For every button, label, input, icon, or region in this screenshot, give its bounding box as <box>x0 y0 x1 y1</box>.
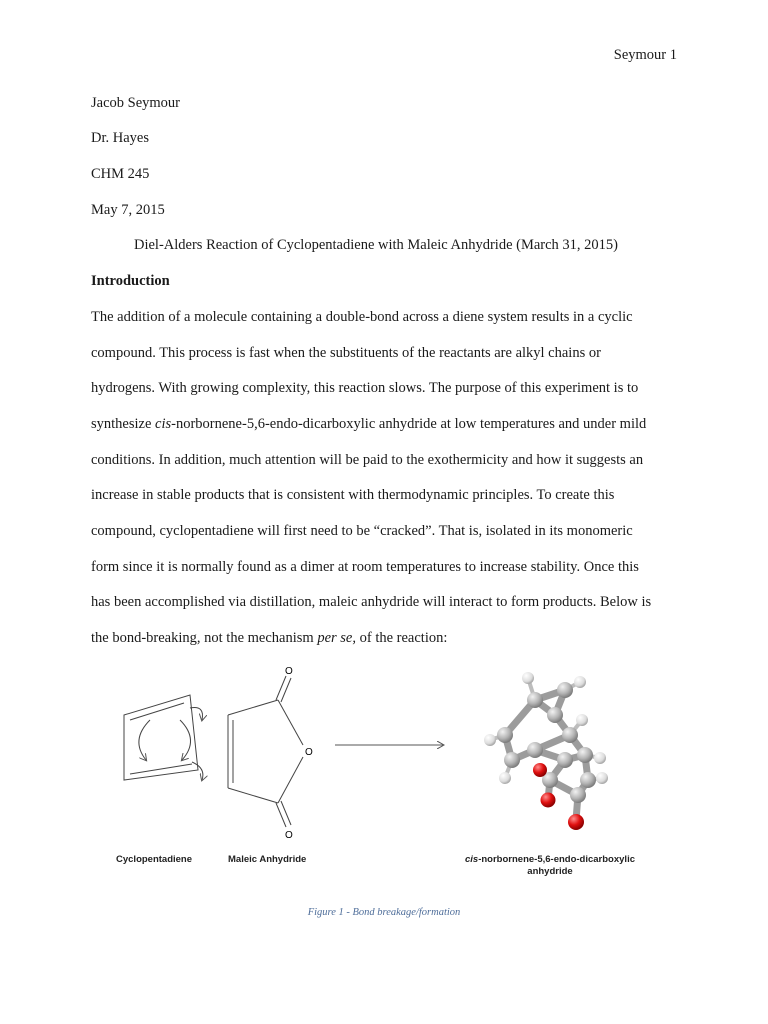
label-maleic-anhydride: Maleic Anhydride <box>228 854 307 865</box>
paragraph-line: hydrogens. With growing complexity, this reaction slows. The purpose of this experiment is to <box>91 380 639 396</box>
italic-text: cis <box>155 416 172 432</box>
paragraph-line <box>91 416 646 433</box>
author-name: Jacob Seymour <box>91 95 180 111</box>
text-run: -norbornene-5,6-endo-dicarboxylic anhydride at low temperatures and under mild <box>171 416 647 432</box>
paragraph-line: conditions. In addition, much attention will be paid to the exothermicity and how it suggests an <box>91 452 644 468</box>
text-run: synthesize <box>91 416 156 432</box>
text-run: of the reaction: <box>355 630 448 646</box>
atom-label-oxygen: O <box>305 747 313 758</box>
document-date: May 7, 2015 <box>91 202 165 218</box>
section-heading: Introduction <box>91 273 170 289</box>
text-run: the bond-breaking, not the mechanism <box>91 630 318 646</box>
cyclopentadiene-structure <box>124 695 203 780</box>
page-header: Seymour 1 <box>613 47 677 63</box>
paragraph-line: has been accomplished via distillation, maleic anhydride will interact to form products. Below is <box>91 594 652 610</box>
atom-label-oxygen: O <box>285 666 293 677</box>
paragraph-line: compound, cyclopentadiene will first need to be “cracked”. That is, isolated in its monomeric <box>91 523 633 539</box>
document-title: Diel-Alders Reaction of Cyclopentadiene with Maleic Anhydride (March 31, 2015) <box>134 237 619 253</box>
figure-caption: Figure 1 - Bond breakage/formation <box>307 907 461 918</box>
paragraph-line <box>91 630 447 647</box>
maleic-anhydride-structure <box>228 676 303 827</box>
text-run: anhydride <box>527 866 573 877</box>
instructor-name: Dr. Hayes <box>91 130 149 146</box>
paragraph-line: The addition of a molecule containing a double-bond across a diene system results in a cyclic <box>91 309 633 325</box>
atom-label-oxygen: O <box>285 830 293 841</box>
course-code: CHM 245 <box>91 166 150 182</box>
paragraph-line: compound. This process is fast when the substituents of the reactants are alkyl chains or <box>91 345 601 361</box>
label-product <box>450 854 650 878</box>
reaction-figure <box>110 660 670 890</box>
paragraph-line: increase in stable products that is consistent with thermodynamic principles. To create this <box>91 487 615 503</box>
italic-text: cis <box>465 854 479 865</box>
italic-text: per se, <box>317 630 356 646</box>
label-cyclopentadiene: Cyclopentadiene <box>116 854 193 865</box>
text-run: -norbornene-5,6-endo-dicarboxylic <box>478 854 635 865</box>
product-ball-and-stick-model <box>484 672 608 830</box>
paragraph-line: form since it is normally found as a dimer at room temperatures to increase stability. Once this <box>91 559 639 575</box>
